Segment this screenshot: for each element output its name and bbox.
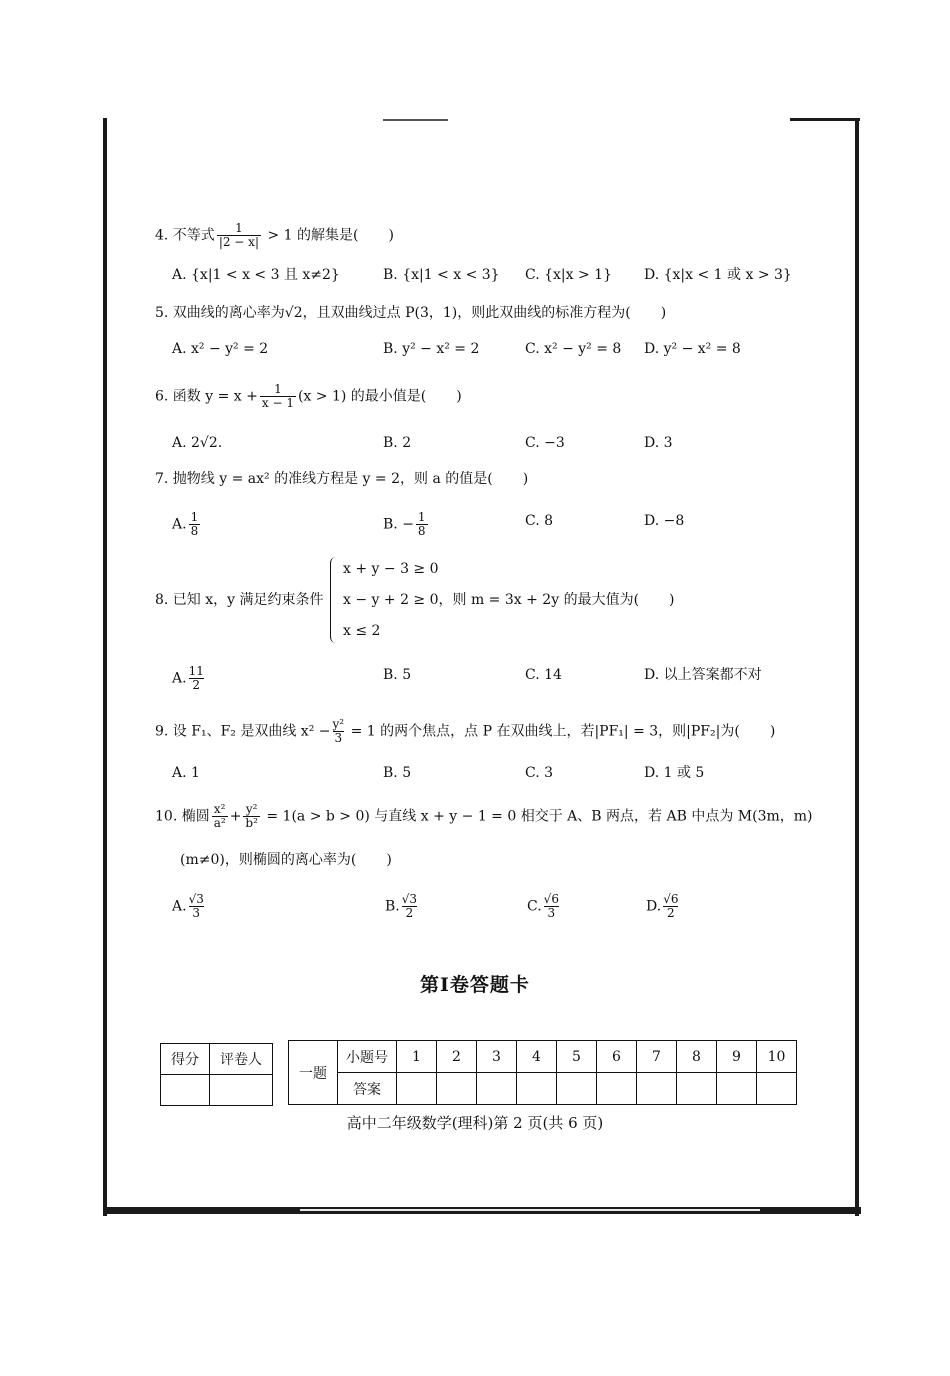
q4-option-c: C. {x|x > 1} [525, 267, 612, 283]
answer-cell[interactable] [637, 1073, 677, 1105]
constraint-1: x + y − 3 ≥ 0 [343, 561, 439, 577]
q7-option-a: A. $\frac{1}{8}$ [172, 510, 199, 538]
q6-option-b: B. 2 [383, 435, 412, 451]
answer-cell[interactable] [677, 1073, 717, 1105]
question-number: 2 [437, 1041, 477, 1073]
answer-label: 答案 [338, 1073, 397, 1105]
q8-option-a: A. $\frac{11}{2}$ [172, 664, 204, 692]
q8-option-d: D. 以上答案都不对 [644, 667, 762, 683]
q5-option-d: D. y² − x² = 8 [644, 341, 741, 357]
scan-artifact [300, 1209, 760, 1211]
question-10: 10. 椭圆 $\frac{\text{x²}}{\text{a²}}$ + $\frac{\text{y²}}{\text{b²}}$ = 1(a > b > 0) 与直线 x + y − 1 = 0 相交于 A、B 两点，若 AB 中点为 M(3m，m) [155, 802, 813, 830]
answer-cell[interactable] [557, 1073, 597, 1105]
question-number: 6 [597, 1041, 637, 1073]
answer-table [288, 1040, 797, 1105]
q8-option-c: C. 14 [525, 667, 562, 683]
q9-option-c: C. 3 [525, 765, 554, 781]
constraint-3: x ≤ 2 [343, 623, 381, 639]
question-number: 4 [517, 1041, 557, 1073]
grader-cell[interactable] [210, 1075, 273, 1106]
page-border-top-corner [790, 118, 860, 121]
q4-suffix: > 1 的解集是( [262, 227, 359, 244]
question-number: 7 [637, 1041, 677, 1073]
q4-option-d: D. {x|x < 1 或 x > 3} [644, 267, 792, 283]
question-8-prefix: 8. 已知 x，y 满足约束条件 [155, 592, 324, 608]
answer-cell[interactable] [597, 1073, 637, 1105]
answer-cell[interactable] [517, 1073, 557, 1105]
q7-option-c: C. 8 [525, 513, 554, 529]
question-number: 5 [557, 1041, 597, 1073]
q6-option-d: D. 3 [644, 435, 673, 451]
question-6: 6. 函数 y = x + $\frac{1}{x - 1}$ (x > 1) 的最小值是( ) [155, 382, 462, 410]
question-number: 8 [677, 1041, 717, 1073]
q6-option-a: A. 2√2. [172, 435, 223, 451]
question-number: 10 [757, 1041, 797, 1073]
q7-option-d: D. −8 [644, 513, 685, 529]
q4-option-a: A. {x|1 < x < 3 且 x≠2} [172, 267, 340, 283]
grader-header: 评卷人 [210, 1044, 273, 1075]
question-number-label: 小题号 [338, 1041, 397, 1073]
q6-option-c: C. −3 [525, 435, 565, 451]
q5-option-b: B. y² − x² = 2 [383, 341, 480, 357]
question-number: 3 [477, 1041, 517, 1073]
q10-option-d: D. $\frac{√6}{2}$ [646, 892, 679, 920]
question-number: 1 [397, 1041, 437, 1073]
page-footer: 高中二年级数学(理科)第 2 页(共 6 页) [346, 1114, 604, 1132]
q8-option-b: B. 5 [383, 667, 412, 683]
q4-prefix: 4. 不等式 [155, 227, 215, 244]
answer-card-title: 第Ⅰ卷答题卡 [420, 974, 530, 996]
q4-fraction: $\frac{1}{|2 - x|}$ [218, 221, 259, 249]
question-4: 4. 不等式 $\frac{1}{|2 - x|}$ > 1 的解集是( ) [155, 221, 394, 249]
q6-fraction: $\frac{1}{x - 1}$ [261, 382, 294, 410]
q10-option-b: B. $\frac{√3}{2}$ [385, 892, 418, 920]
q4-option-b: B. {x|1 < x < 3} [383, 267, 500, 283]
q10-option-a: A. $\frac{√3}{3}$ [172, 892, 204, 920]
answer-cell[interactable] [397, 1073, 437, 1105]
question-number: 9 [717, 1041, 757, 1073]
q5-option-a: A. x² − y² = 2 [172, 341, 269, 357]
question-10-line2: (m≠0)，则椭圆的离心率为( ) [180, 852, 392, 868]
question-7: 7. 抛物线 y = ax² 的准线方程是 y = 2，则 a 的值是( ) [155, 471, 529, 487]
constraint-2: x − y + 2 ≥ 0，则 m = 3x + 2y 的最大值为( ) [343, 592, 675, 608]
score-cell[interactable] [161, 1075, 210, 1106]
q9-option-b: B. 5 [383, 765, 412, 781]
score-table [160, 1043, 273, 1106]
score-header: 得分 [161, 1044, 210, 1075]
question-9: 9. 设 F₁、F₂ 是双曲线 x² − $\frac{\text{y²}}{3}$ = 1 的两个焦点，点 P 在双曲线上，若|PF₁| = 3，则|PF₂|为( ) [155, 717, 776, 745]
q7-option-b: B. − $\frac{1}{8}$ [383, 510, 426, 538]
question-5: 5. 双曲线的离心率为√2，且双曲线过点 P(3，1)，则此双曲线的标准方程为( ) [155, 305, 667, 321]
answer-row-head: 一题 [289, 1041, 338, 1105]
answer-cell[interactable] [717, 1073, 757, 1105]
answer-cell[interactable] [757, 1073, 797, 1105]
q9-option-a: A. 1 [172, 765, 200, 781]
q5-option-c: C. x² − y² = 8 [525, 341, 622, 357]
answer-cell[interactable] [477, 1073, 517, 1105]
page-border-left [103, 118, 107, 1216]
page-border-right [855, 118, 859, 1216]
q9-option-d: D. 1 或 5 [644, 765, 705, 781]
answer-cell[interactable] [437, 1073, 477, 1105]
q10-option-c: C. $\frac{√6}{3}$ [527, 892, 559, 920]
scan-mark [383, 119, 448, 121]
